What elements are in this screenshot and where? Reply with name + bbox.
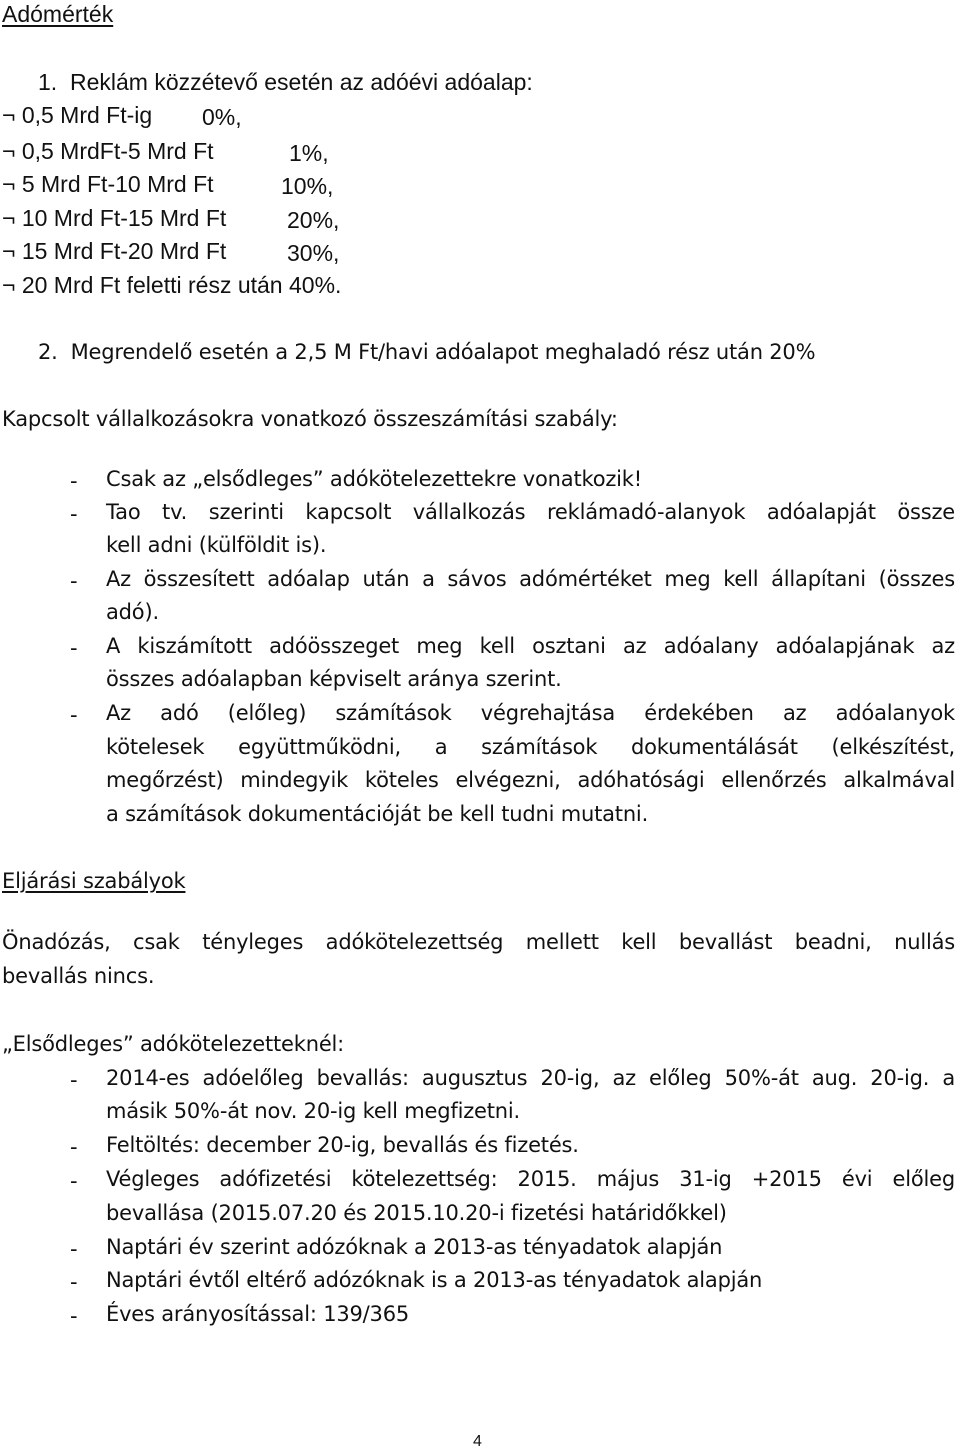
- list-item-line: Az adó (előleg) számítások végrehajtása érdekében az adóalanyok: [106, 701, 955, 725]
- list-item-line: Éves arányosítással: 139/365: [106, 1302, 410, 1326]
- list-item-line: másik 50%-át nov. 20-ig kell megfizetni.: [106, 1099, 521, 1123]
- list-item-line: kötelesek együttműködni, a számítások dokumentálását (elkészítést,: [106, 735, 955, 759]
- list-item-line: adó).: [106, 600, 159, 624]
- eljarasi-paragraph-line: Önadózás, csak tényleges adókötelezettség mellett kell bevallást beadni, nullás: [2, 930, 955, 954]
- rate-row-range: ¬ 10 Mrd Ft-15 Mrd Ft: [2, 205, 227, 231]
- list-item-line: Végleges adófizetési kötelezettség: 2015. május 31-ig +2015 évi előleg: [106, 1167, 955, 1191]
- rate-row-rate: 30%,: [287, 240, 340, 266]
- list-bullet-dash: -: [70, 469, 78, 493]
- list-bullet-dash: -: [70, 1068, 78, 1092]
- list-item-line: a számítások dokumentációját be kell tudni mutatni.: [106, 802, 649, 826]
- list-bullet-dash: -: [70, 502, 78, 526]
- heading-admertek: Adómérték: [2, 1, 114, 27]
- eljarasi-paragraph-line: bevallás nincs.: [2, 964, 155, 988]
- list-item-line: Csak az „elsődleges” adókötelezettekre vonatkozik!: [106, 467, 642, 491]
- list-item-line: Naptári évtől eltérő adózóknak is a 2013-as tényadatok alapján: [106, 1268, 763, 1292]
- list-item-line: bevallása (2015.07.20 és 2015.10.20-i fizetési határidőkkel): [106, 1201, 727, 1225]
- rate-row-range: ¬ 20 Mrd Ft feletti rész után 40%.: [2, 272, 342, 298]
- rate-row-rate: 1%,: [289, 140, 329, 166]
- list-bullet-dash: -: [70, 1270, 78, 1294]
- elsodleges-intro: „Elsődleges” adókötelezetteknél:: [2, 1032, 345, 1056]
- kapcsolt-intro: Kapcsolt vállalkozásokra vonatkozó összeszámítási szabály:: [2, 407, 618, 431]
- list-item-line: Az összesített adóalap után a sávos adómértéket meg kell állapítani (összes: [106, 567, 955, 591]
- rate-row-range: ¬ 5 Mrd Ft-10 Mrd Ft: [2, 171, 214, 197]
- rate-row-rate: 20%,: [287, 207, 340, 233]
- rate-row-range: ¬ 0,5 Mrd Ft-ig: [2, 102, 153, 128]
- list-bullet-dash: -: [70, 1304, 78, 1328]
- list-bullet-dash: -: [70, 569, 78, 593]
- rate-row-range: ¬ 15 Mrd Ft-20 Mrd Ft: [2, 238, 227, 264]
- list-item-line: Feltöltés: december 20-ig, bevallás és fizetés.: [106, 1133, 579, 1157]
- list-item-line: megőrzést) mindegyik köteles elvégezni, adóhatósági ellenőrzés alkalmával: [106, 768, 955, 792]
- list-item-line: Naptári év szerint adózóknak a 2013-as tényadatok alapján: [106, 1235, 723, 1259]
- list-bullet-dash: -: [70, 703, 78, 727]
- list-item-line: A kiszámított adóösszeget meg kell osztani az adóalany adóalapjának az: [106, 634, 955, 658]
- section1-title: 1. Reklám közzétevő esetén az adóévi adóalap:: [38, 69, 533, 95]
- list-bullet-dash: -: [70, 1237, 78, 1261]
- list-bullet-dash: -: [70, 1135, 78, 1159]
- rate-row-rate: 10%,: [281, 173, 334, 199]
- list-item-line: kell adni (külföldit is).: [106, 533, 327, 557]
- list-item-line: Tao tv. szerinti kapcsolt vállalkozás reklámadó-alanyok adóalapját össze: [106, 500, 955, 524]
- list-item-line: összes adóalapban képviselt aránya szerint.: [106, 667, 562, 691]
- eljarasi-heading: Eljárási szabályok: [2, 869, 186, 893]
- rate-row-range: ¬ 0,5 MrdFt-5 Mrd Ft: [2, 138, 214, 164]
- list-bullet-dash: -: [70, 1169, 78, 1193]
- list-item-line: 2014-es adóelőleg bevallás: augusztus 20-ig, az előleg 50%-át aug. 20-ig. a: [106, 1066, 955, 1090]
- page-number: 4: [473, 1433, 482, 1450]
- list-bullet-dash: -: [70, 636, 78, 660]
- rate-row-rate: 0%,: [202, 104, 242, 130]
- section2-title: 2. Megrendelő esetén a 2,5 M Ft/havi adóalapot meghaladó rész után 20%: [38, 340, 816, 364]
